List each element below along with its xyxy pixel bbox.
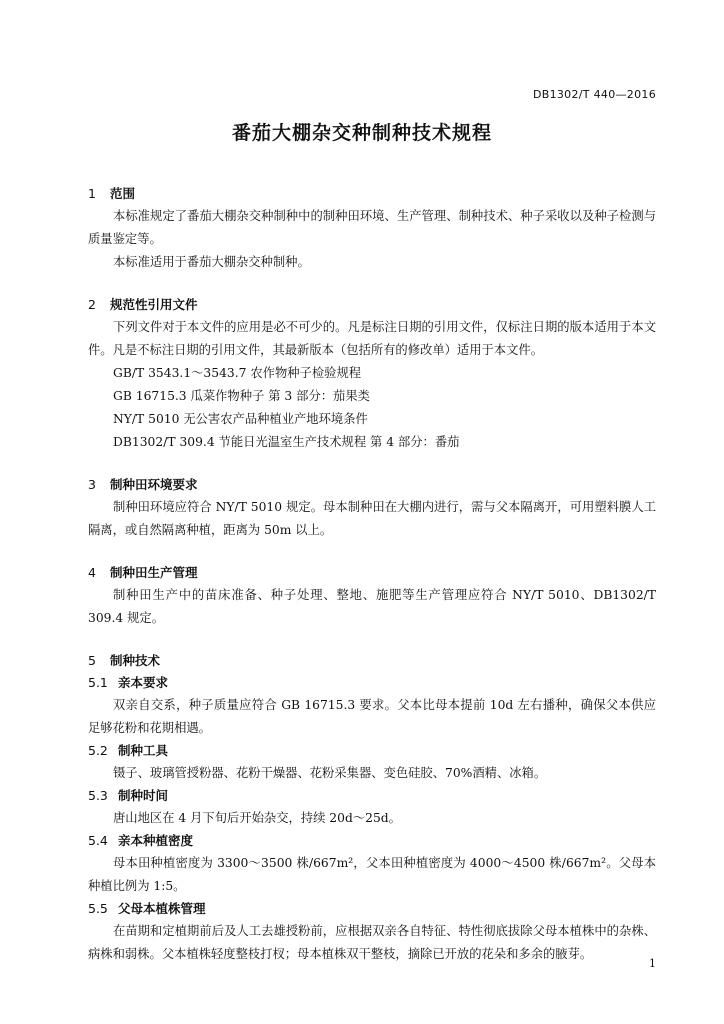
paragraph: 双亲自交系，种子质量应符合 GB 16715.3 要求。父本比母本提前 10d 左右播种，确保父本供应足够花粉和花期相遇。: [88, 698, 656, 735]
section-heading: 3 制种田环境要求: [88, 477, 198, 492]
reference-item: GB/T 3543.1～3543.7 农作物种子检验规程: [113, 366, 362, 380]
paragraph: 本标准适用于番茄大棚杂交种制种。: [113, 255, 310, 269]
reference-item: GB 16715.3 瓜菜作物种子 第 3 部分：茄果类: [113, 389, 370, 403]
subsection-heading: 5.5 父母本植株管理: [88, 901, 206, 916]
document-title: 番茄大棚杂交种制种技术规程: [231, 122, 492, 144]
section-heading: 5 制种技术: [88, 653, 161, 668]
subsection-heading: 5.2 制种工具: [88, 743, 169, 758]
paragraph: 镊子、玻璃管授粉器、花粉干燥器、花粉采集器、变色硅胶、70%酒精、冰箱。: [113, 766, 547, 780]
paragraph: 本标准规定了番茄大棚杂交种制种中的制种田环境、生产管理、制种技术、种子采收以及种子检测与质量鉴定等。: [88, 209, 656, 246]
section-heading: 2 规范性引用文件: [88, 297, 198, 312]
standard-code: DB1302/T 440—2016: [532, 88, 656, 101]
section-heading: 4 制种田生产管理: [88, 565, 198, 580]
document-body: [88, 183, 656, 966]
paragraph: 制种田生产中的苗床准备、种子处理、整地、施肥等生产管理应符合 NY/T 5010、DB1302/T 309.4 规定。: [88, 588, 656, 625]
paragraph: 唐山地区在 4 月下旬后开始杂交，持续 20d～25d。: [113, 811, 401, 825]
section-heading: 1 范围: [88, 186, 136, 201]
reference-item: DB1302/T 309.4 节能日光温室生产技术规程 第 4 部分：番茄: [113, 435, 460, 449]
subsection-heading: 5.4 亲本种植密度: [88, 833, 194, 848]
subsection-heading: 5.1 亲本要求: [88, 675, 169, 690]
paragraph: 在苗期和定植期前后及人工去雄授粉前，应根据双亲各自特征、特性彻底拔除父母本植株中的杂株、病株和弱株。父本植株轻度整枝打杈；母本植株双干整枝，摘除已开放的花朵和多余的腋芽。: [88, 924, 656, 961]
reference-item: NY/T 5010 无公害农产品种植业产地环境条件: [113, 412, 368, 426]
paragraph: 制种田环境应符合 NY/T 5010 规定。母本制种田在大棚内进行，需与父本隔离开，可用塑料膜人工隔离，或自然隔离种植，距离为 50m 以上。: [88, 500, 656, 537]
paragraph: 下列文件对于本文件的应用是必不可少的。凡是标注日期的引用文件，仅标注日期的版本适用于本文件。凡是不标注日期的引用文件，其最新版本（包括所有的修改单）适用于本文件。: [88, 320, 656, 357]
page-number: 1: [649, 957, 656, 970]
subsection-heading: 5.3 制种时间: [88, 788, 169, 803]
paragraph: 母本田种植密度为 3300～3500 株/667m²，父本田种植密度为 4000～4500 株/667m²。父母本种植比例为 1:5。: [88, 856, 656, 893]
